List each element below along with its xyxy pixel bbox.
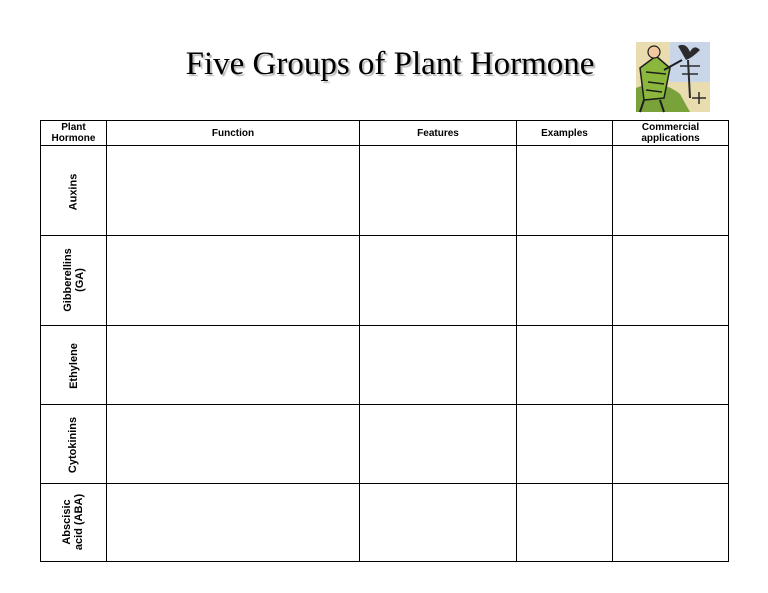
commercial-cell[interactable] xyxy=(613,236,729,326)
row-header-gibberellins xyxy=(41,236,107,326)
table-row xyxy=(41,146,729,236)
row-header-abscisic-acid xyxy=(41,484,107,562)
row-label: Ethylene xyxy=(67,343,80,389)
examples-cell[interactable] xyxy=(517,326,613,405)
header-features: Features xyxy=(360,121,517,146)
features-cell[interactable] xyxy=(360,484,517,562)
page-title: Five Groups of Plant Hormone xyxy=(185,46,595,82)
table-row xyxy=(41,484,729,562)
header-function: Function xyxy=(107,121,360,146)
function-cell[interactable] xyxy=(107,236,360,326)
row-label: Auxins xyxy=(67,173,80,210)
commercial-cell[interactable] xyxy=(613,326,729,405)
hormone-table xyxy=(40,120,729,562)
header-examples: Examples xyxy=(517,121,613,146)
row-label: Abscisic xyxy=(61,498,74,545)
table-row xyxy=(41,405,729,484)
examples-cell[interactable] xyxy=(517,405,613,484)
row-header-cytokinins xyxy=(41,405,107,484)
function-cell[interactable] xyxy=(107,146,360,236)
commercial-cell[interactable] xyxy=(613,405,729,484)
row-label-line2: (GA) xyxy=(73,267,86,292)
header-plant-hormone-line2: Hormone xyxy=(51,133,96,144)
examples-cell[interactable] xyxy=(517,484,613,562)
table-header-row xyxy=(41,121,729,146)
examples-cell[interactable] xyxy=(517,236,613,326)
features-cell[interactable] xyxy=(360,236,517,326)
features-cell[interactable] xyxy=(360,326,517,405)
function-cell[interactable] xyxy=(107,405,360,484)
header-plant-hormone xyxy=(41,121,107,146)
function-cell[interactable] xyxy=(107,484,360,562)
features-cell[interactable] xyxy=(360,405,517,484)
table-row xyxy=(41,326,729,405)
examples-cell[interactable] xyxy=(517,146,613,236)
commercial-cell[interactable] xyxy=(613,484,729,562)
row-label-line2: acid (ABA) xyxy=(73,493,86,550)
row-header-ethylene xyxy=(41,326,107,405)
table-row xyxy=(41,236,729,326)
row-label: Gibberellins xyxy=(61,247,74,312)
features-cell[interactable] xyxy=(360,146,517,236)
header-commercial-applications xyxy=(613,121,729,146)
row-header-auxins xyxy=(41,146,107,236)
gardener-clipart-icon xyxy=(630,38,712,118)
header-commercial-line2: applications xyxy=(641,133,700,144)
header-commercial-line1: Commercial xyxy=(641,122,700,133)
row-label: Cytokinins xyxy=(67,416,80,474)
header-plant-hormone-line1: Plant xyxy=(61,122,86,133)
function-cell[interactable] xyxy=(107,326,360,405)
commercial-cell[interactable] xyxy=(613,146,729,236)
